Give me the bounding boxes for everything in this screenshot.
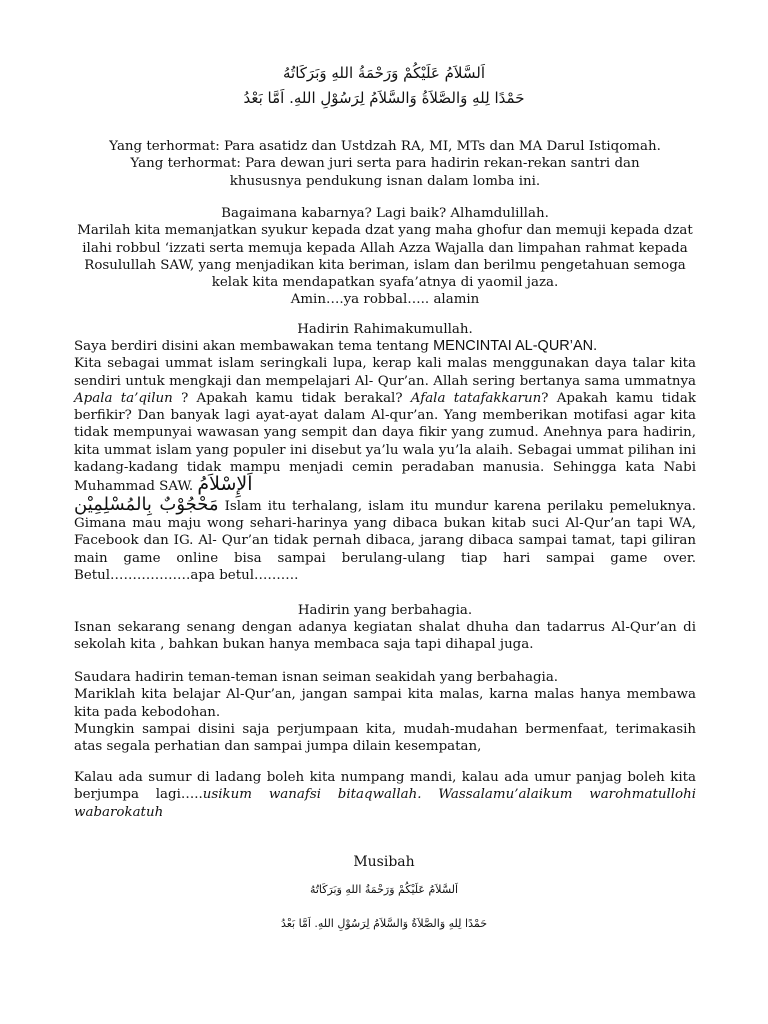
hadith-arabic: مَحْجُوْبٌ بِالمُسْلِمِيْن [74,493,219,515]
greeting-line: Yang terhormat: Para asatidz dan Ustdzah RA, MI, MTs dan MA Darul Istiqomah. [109,139,661,154]
second-speech-title: Musibah [353,854,415,870]
greeting-line: Yang terhormat: Para dewan juri serta para hadirin rekan-rekan santri dan [130,156,640,172]
arabic-hamdalah: حَمْدًا لِلهِ وَالصَّلاَةُ وَالسَّلاَمُ لِرَسُوْلِ اللهِ. اَمَّا بَعْدُ [243,89,525,107]
hadith-arabic: اَلإِسْلاَمُ [197,473,253,496]
paragraph-text: Kita sebagai ummat islam seringkali lupa, kerap kali malas menggunakan daya talar kita sendiri untuk mengkaji dan mempelajari Al- Qur’an. Allah sering bertanya sama ummatnya [74,356,696,389]
opening-paragraph: Marilah kita memanjatkan syukur kepada dzat yang maha ghofur dan memuji kepada dzat ilahi robbul ‘izzati serta memuja kepada Allah Azza Wajalla dan limpahan rahmat kepada Rosulullah SAW, yang menjadikan kita beriman, islam dan berilmu pengetahuan semoga kelak kita mendapatkan syafa’atnya di yaomil jaza. [77,223,693,291]
arabic-hamdalah: حَمْدًا لِلهِ وَالصَّلاَةُ وَالسَّلاَمُ لِرَسُوْلِ اللهِ. اَمَّا بَعْدُ [280,917,488,930]
section1-heading: Hadirin Rahimakumullah. [297,322,473,337]
section3-heading: Saudara hadirin teman-teman isnan seiman seakidah yang berbahagia. [74,670,559,685]
opening-amin: Amin….ya robbal….. alamin [290,292,480,308]
paragraph-text: Mariklah kita belajar Al-Qur’an, jangan sampai kita malas, karna malas hanya membawa kita pada kebodohan. [74,687,696,720]
paragraph-text: ? Apakah kamu tidak berakal? [172,390,411,406]
closing-block [74,769,696,821]
theme-intro: Saya berdiri disini akan membawakan tema tentang [74,339,434,354]
paragraph-text: ? Apakah kamu tidak berfikir? Dan banyak lagi ayat-ayat dalam Al-qur’an. Yang memberikan motifasi agar kita tidak mempunyai wawasan yang sempit dan daya fikir yang zumud. Anehnya para hadirin, kita ummat islam yang populer ini disebut ya’lu wala yu’la alaih. Sebagai ummat pilihan ini kadang-kadang tidak mampu menjadi cemin peradaban manusia. Sehingga kata Nabi Muhammad SAW. [74,390,696,495]
greeting-line: khususnya pendukung isnan dalam lomba ini. [229,173,541,189]
section3-block [74,669,696,755]
arabic-salam: اَلسَّلاَمُ عَلَيْكُمْ وَرَحْمَةُ اللهِ وَبَرَكَاتُهُ [309,883,459,896]
opening-question: Bagaimana kabarnya? Lagi baik? Alhamdulillah. [221,206,549,221]
section1-body [74,338,696,584]
section2-heading: Hadirin yang berbahagia. [297,603,473,618]
theme-title: MENCINTAI AL-QUR’AN. [433,338,598,354]
closing-pantun: Kalau ada sumur di ladang boleh kita numpang mandi, kalau ada umur panjag boleh kita berjumpa lagi….. [74,770,696,803]
paragraph-text: Islam itu terhalang, islam itu mundur karena perilaku pemeluknya. Gimana mau maju wong sehari-harinya yang dibaca bukan kitab suci Al-Qur’an tapi WA, Facebook dan IG. Al- Qur’an tidak pernah dibaca, jarang dibaca sampai tamat, tapi giliran main game online bisa sampai berulang-ulang tiap hari sampai game over. Betul………………apa betul………. [74,498,696,583]
section2-body: Isnan sekarang senang dengan adanya kegiatan shalat dhuha dan tadarrus Al-Qur’an di sekolah kita , bahkan bukan hanya membaca saja tapi dihapal juga. [74,620,696,653]
paragraph-text: Mungkin sampai disini saja perjumpaan kita, mudah-mudahan bermenfaat, terimakasih atas segala perhatian dan sampai jumpa dilain kesempatan, [74,721,696,755]
arabic-salam: اَلسَّلاَمُ عَلَيْكُمْ وَرَحْمَةُ اللهِ وَبَرَكَاتُهُ [283,64,485,82]
quran-phrase: Apala ta’qilun [74,390,173,406]
opening-block [74,205,696,309]
closing-salam: usikum wanafsi bitaqwallah. Wassalamu’alaikum warohmatullohi wabarokatuh [74,787,696,820]
quran-phrase: Afala tatafakkarun [410,390,542,406]
greeting-block [74,138,696,190]
